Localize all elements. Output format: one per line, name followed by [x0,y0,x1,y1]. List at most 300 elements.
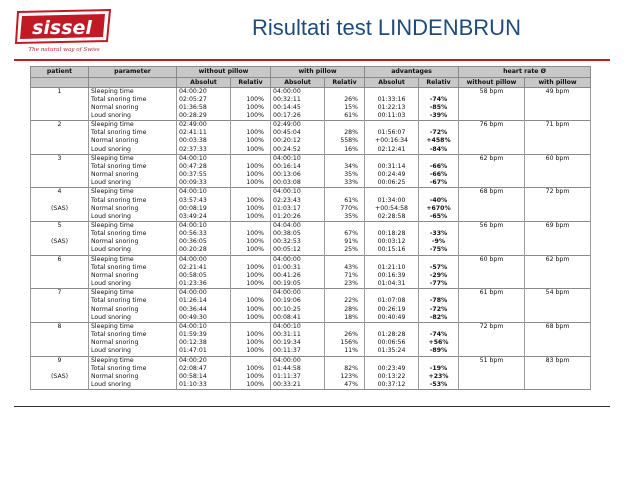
without-relativ: 100% [231,104,271,112]
with-absolut: 00:17:26 [271,112,325,121]
advantage-relativ: -39% [419,112,459,121]
patient-id: 4 [31,188,89,197]
empty-cell [31,163,89,171]
advantage-relativ: -29% [419,272,459,280]
with-relativ: 67% [325,230,365,238]
advantage-relativ: -77% [419,280,459,289]
heart-rate-with: 83 bpm [525,356,591,365]
without-relativ: 100% [231,163,271,171]
empty-cell [525,129,591,137]
parameter-label: Normal snoring [89,205,177,213]
advantage-relativ [419,121,459,130]
with-relativ [325,87,365,96]
advantage-relativ: +56% [419,339,459,347]
advantage-absolut: 01:07:08 [365,297,419,305]
heart-rate-without: 56 bpm [459,222,525,231]
with-relativ: 18% [325,314,365,323]
empty-cell [459,347,525,356]
header-absolut: Absolut [177,77,231,87]
empty-cell [459,213,525,222]
empty-cell [459,205,525,213]
advantage-absolut [365,289,419,298]
patient-id: 2 [31,121,89,130]
patient-note: (SAS) [31,238,89,246]
parameter-label: Total snoring time [89,331,177,339]
with-absolut: 02:23:43 [271,197,325,205]
with-absolut: 04:00:00 [271,289,325,298]
parameter-label: Normal snoring [89,137,177,145]
without-absolut: 02:05:27 [177,96,231,104]
empty-cell [459,230,525,238]
without-relativ: 100% [231,331,271,339]
without-absolut: 00:09:33 [177,179,231,188]
empty-cell [525,205,591,213]
header-parameter: parameter [89,67,177,78]
advantage-absolut: 00:23:49 [365,365,419,373]
empty-cell [525,381,591,390]
without-relativ: 100% [231,339,271,347]
with-relativ: 91% [325,238,365,246]
with-relativ: 43% [325,264,365,272]
without-absolut: 00:58:05 [177,272,231,280]
advantage-absolut: 02:12:41 [365,146,419,155]
advantage-absolut: 00:26:19 [365,306,419,314]
with-relativ: 28% [325,129,365,137]
advantage-relativ [419,188,459,197]
advantage-absolut [365,121,419,130]
advantage-absolut: 00:06:25 [365,179,419,188]
with-relativ: 15% [325,104,365,112]
advantage-absolut: 00:18:28 [365,230,419,238]
table-row [31,197,591,205]
heart-rate-with: 69 bpm [525,222,591,231]
header-row-sub [31,77,591,87]
advantage-relativ: -72% [419,129,459,137]
empty-cell [525,230,591,238]
without-relativ: 100% [231,137,271,145]
without-relativ [231,255,271,264]
without-absolut: 00:58:14 [177,373,231,381]
empty-cell [525,264,591,272]
advantage-relativ [419,289,459,298]
without-relativ: 100% [231,112,271,121]
empty-cell [31,213,89,222]
without-relativ: 100% [231,297,271,305]
sissel-logo [14,8,114,54]
header-blank [89,77,177,87]
header-with-pillow: with pillow [271,67,365,78]
parameter-label: Loud snoring [89,381,177,390]
advantage-absolut: 01:28:28 [365,331,419,339]
heart-rate-without: 76 bpm [459,121,525,130]
table-row [31,373,591,381]
with-relativ [325,255,365,264]
without-relativ: 100% [231,314,271,323]
advantage-absolut: 01:22:13 [365,104,419,112]
with-relativ [325,222,365,231]
advantage-absolut: 01:34:00 [365,197,419,205]
table-row [31,146,591,155]
empty-cell [31,96,89,104]
patient-id: 6 [31,255,89,264]
without-absolut: 00:36:05 [177,238,231,246]
empty-cell [31,104,89,112]
parameter-label: Normal snoring [89,104,177,112]
results-body [31,87,591,390]
advantage-relativ: +458% [419,137,459,145]
with-relativ: 35% [325,171,365,179]
patient-id: 1 [31,87,89,96]
without-relativ: 100% [231,365,271,373]
table-row [31,121,591,130]
with-absolut: 00:11:37 [271,347,325,356]
bottom-divider [14,406,610,407]
logo-tagline-text: The natural way of Swiss [28,47,100,53]
parameter-label: Sleeping time [89,255,177,264]
table-row [31,339,591,347]
without-relativ: 100% [231,179,271,188]
with-absolut: 00:20:12 [271,137,325,145]
advantage-absolut: 00:15:16 [365,246,419,255]
table-row [31,205,591,213]
without-absolut: 03:49:24 [177,213,231,222]
header-hr-with: with pillow [525,77,591,87]
advantage-relativ: +23% [419,373,459,381]
parameter-label: Normal snoring [89,306,177,314]
without-absolut: 04:00:10 [177,154,231,163]
empty-cell [459,381,525,390]
table-row [31,154,591,163]
advantage-absolut [365,222,419,231]
advantage-absolut: 00:06:56 [365,339,419,347]
empty-cell [525,272,591,280]
with-relativ: 770% [325,205,365,213]
table-row [31,87,591,96]
empty-cell [31,137,89,145]
without-relativ [231,356,271,365]
header-relativ: Relativ [231,77,271,87]
table-row [31,264,591,272]
empty-cell [525,280,591,289]
empty-cell [459,96,525,104]
empty-cell [31,297,89,305]
patient-note: (SAS) [31,373,89,381]
without-absolut: 01:26:14 [177,297,231,305]
parameter-label: Sleeping time [89,289,177,298]
with-absolut: 00:41:26 [271,272,325,280]
heart-rate-with: 54 bpm [525,289,591,298]
advantage-absolut: 00:40:49 [365,314,419,323]
with-relativ: 25% [325,246,365,255]
without-relativ: 100% [231,381,271,390]
without-relativ: 100% [231,171,271,179]
patient-id: 5 [31,222,89,231]
table-row [31,104,591,112]
with-relativ: 28% [325,306,365,314]
empty-cell [525,306,591,314]
table-row [31,322,591,331]
with-absolut: 00:19:34 [271,339,325,347]
heart-rate-without: 51 bpm [459,356,525,365]
without-relativ [231,154,271,163]
empty-cell [459,171,525,179]
advantage-absolut: 01:21:10 [365,264,419,272]
empty-cell [31,112,89,121]
advantage-absolut: 00:16:39 [365,272,419,280]
header-row-main [31,67,591,78]
without-relativ: 100% [231,238,271,246]
with-absolut: 00:32:11 [271,96,325,104]
empty-cell [525,197,591,205]
patient-id: 8 [31,322,89,331]
parameter-label: Total snoring time [89,264,177,272]
parameter-label: Loud snoring [89,112,177,121]
header-advantages: advantages [365,67,459,78]
table-row [31,347,591,356]
header-absolut: Absolut [365,77,419,87]
header-patient: patient [31,67,89,78]
without-relativ [231,222,271,231]
table-row [31,306,591,314]
advantage-relativ [419,255,459,264]
advantage-relativ: -57% [419,264,459,272]
heart-rate-with: 71 bpm [525,121,591,130]
advantage-relativ: -67% [419,179,459,188]
empty-cell [459,306,525,314]
advantage-absolut: 00:24:49 [365,171,419,179]
heart-rate-with: 68 bpm [525,322,591,331]
without-absolut: 00:12:38 [177,339,231,347]
heart-rate-without: 58 bpm [459,87,525,96]
parameter-label: Loud snoring [89,314,177,323]
advantage-relativ: -33% [419,230,459,238]
advantage-relativ: -78% [419,297,459,305]
empty-cell [31,339,89,347]
table-row [31,238,591,246]
without-absolut: 00:36:44 [177,306,231,314]
empty-cell [459,280,525,289]
without-relativ: 100% [231,129,271,137]
with-relativ: 26% [325,96,365,104]
without-absolut: 01:36:58 [177,104,231,112]
advantage-absolut [365,154,419,163]
parameter-label: Loud snoring [89,146,177,155]
heart-rate-without: 72 bpm [459,322,525,331]
without-absolut: 04:00:00 [177,255,231,264]
without-relativ: 100% [231,246,271,255]
without-absolut: 04:00:10 [177,322,231,331]
logo-brand-text: sissel [32,17,92,39]
advantage-relativ: -85% [419,104,459,112]
advantage-relativ: -89% [419,347,459,356]
empty-cell [459,146,525,155]
advantage-relativ: -53% [419,381,459,390]
parameter-label: Sleeping time [89,154,177,163]
table-row [31,280,591,289]
empty-cell [31,246,89,255]
parameter-label: Normal snoring [89,373,177,381]
patient-id: 7 [31,289,89,298]
with-relativ [325,121,365,130]
with-absolut: 01:20:26 [271,213,325,222]
with-absolut: 01:03:17 [271,205,325,213]
with-relativ [325,289,365,298]
with-absolut: 00:14:45 [271,104,325,112]
empty-cell [31,365,89,373]
without-absolut: 00:28:29 [177,112,231,121]
table-row [31,188,591,197]
advantage-absolut: 01:35:24 [365,347,419,356]
empty-cell [525,104,591,112]
empty-cell [525,179,591,188]
advantage-relativ: -72% [419,306,459,314]
title-divider [14,59,610,61]
advantage-relativ: -82% [419,314,459,323]
empty-cell [31,230,89,238]
with-relativ: 11% [325,347,365,356]
empty-cell [31,129,89,137]
empty-cell [31,280,89,289]
empty-cell [525,347,591,356]
advantage-relativ [419,356,459,365]
without-absolut: 02:21:41 [177,264,231,272]
without-absolut: 02:41:11 [177,129,231,137]
without-relativ [231,121,271,130]
with-relativ [325,154,365,163]
with-absolut: 00:10:25 [271,306,325,314]
advantage-relativ: -66% [419,171,459,179]
header-blank [31,77,89,87]
without-absolut: 00:20:28 [177,246,231,255]
with-absolut: 00:24:52 [271,146,325,155]
empty-cell [31,272,89,280]
table-row [31,356,591,365]
parameter-label: Loud snoring [89,246,177,255]
empty-cell [459,297,525,305]
with-absolut: 00:19:06 [271,297,325,305]
advantage-absolut: 00:13:22 [365,373,419,381]
patient-note: (SAS) [31,205,89,213]
empty-cell [31,306,89,314]
advantage-absolut [365,356,419,365]
with-absolut: 04:00:10 [271,154,325,163]
with-relativ: 16% [325,146,365,155]
empty-cell [525,314,591,323]
without-relativ: 100% [231,373,271,381]
header-heart-rate: heart rate Ø [459,67,591,78]
empty-cell [525,238,591,246]
empty-cell [31,314,89,323]
parameter-label: Sleeping time [89,87,177,96]
advantage-relativ: -74% [419,331,459,339]
table-row [31,272,591,280]
with-relativ: 156% [325,339,365,347]
parameter-label: Normal snoring [89,339,177,347]
table-row [31,112,591,121]
with-relativ: 47% [325,381,365,390]
with-absolut: 04:04:00 [271,222,325,231]
empty-cell [459,238,525,246]
without-relativ [231,188,271,197]
advantage-relativ [419,222,459,231]
advantage-relativ: -74% [419,96,459,104]
with-relativ [325,322,365,331]
empty-cell [31,347,89,356]
without-absolut: 04:00:10 [177,222,231,231]
empty-cell [525,163,591,171]
without-relativ: 100% [231,230,271,238]
advantage-relativ: -9% [419,238,459,246]
empty-cell [525,213,591,222]
with-relativ: 123% [325,373,365,381]
parameter-label: Sleeping time [89,322,177,331]
with-absolut: 04:00:00 [271,87,325,96]
table-row [31,289,591,298]
advantage-absolut: 00:31:14 [365,163,419,171]
parameter-label: Sleeping time [89,188,177,197]
table-row [31,230,591,238]
table-row [31,213,591,222]
table-row [31,163,591,171]
page-title: Risultati test LINDENBRUN [252,15,521,40]
with-absolut: 04:00:00 [271,255,325,264]
table-row [31,96,591,104]
with-relativ: 26% [325,331,365,339]
table-row [31,331,591,339]
advantage-relativ: -84% [419,146,459,155]
empty-cell [525,246,591,255]
with-absolut: 04:00:10 [271,322,325,331]
with-relativ: 558% [325,137,365,145]
with-absolut: 00:19:05 [271,280,325,289]
parameter-label: Normal snoring [89,171,177,179]
heart-rate-with: 60 bpm [525,154,591,163]
advantage-relativ [419,322,459,331]
advantage-absolut: +00:16:34 [365,137,419,145]
without-relativ: 100% [231,213,271,222]
empty-cell [459,365,525,373]
advantage-relativ: -40% [419,197,459,205]
with-absolut: 04:00:10 [271,188,325,197]
advantage-absolut: +00:54:58 [365,205,419,213]
advantage-absolut: 01:33:16 [365,96,419,104]
advantage-relativ [419,87,459,96]
heart-rate-without: 62 bpm [459,154,525,163]
advantage-relativ: +670% [419,205,459,213]
parameter-label: Loud snoring [89,179,177,188]
with-absolut: 00:32:53 [271,238,325,246]
without-absolut: 02:49:00 [177,121,231,130]
empty-cell [525,146,591,155]
advantage-relativ: -19% [419,365,459,373]
parameter-label: Total snoring time [89,129,177,137]
without-absolut: 00:47:28 [177,163,231,171]
without-absolut: 04:00:00 [177,289,231,298]
parameter-label: Total snoring time [89,163,177,171]
parameter-label: Sleeping time [89,222,177,231]
table-row [31,137,591,145]
parameter-label: Normal snoring [89,272,177,280]
parameter-label: Total snoring time [89,230,177,238]
with-relativ: 61% [325,197,365,205]
without-absolut: 01:10:33 [177,381,231,390]
empty-cell [31,331,89,339]
empty-cell [31,146,89,155]
with-absolut: 04:00:00 [271,356,325,365]
with-absolut: 00:13:06 [271,171,325,179]
table-row [31,222,591,231]
results-table [30,66,591,390]
